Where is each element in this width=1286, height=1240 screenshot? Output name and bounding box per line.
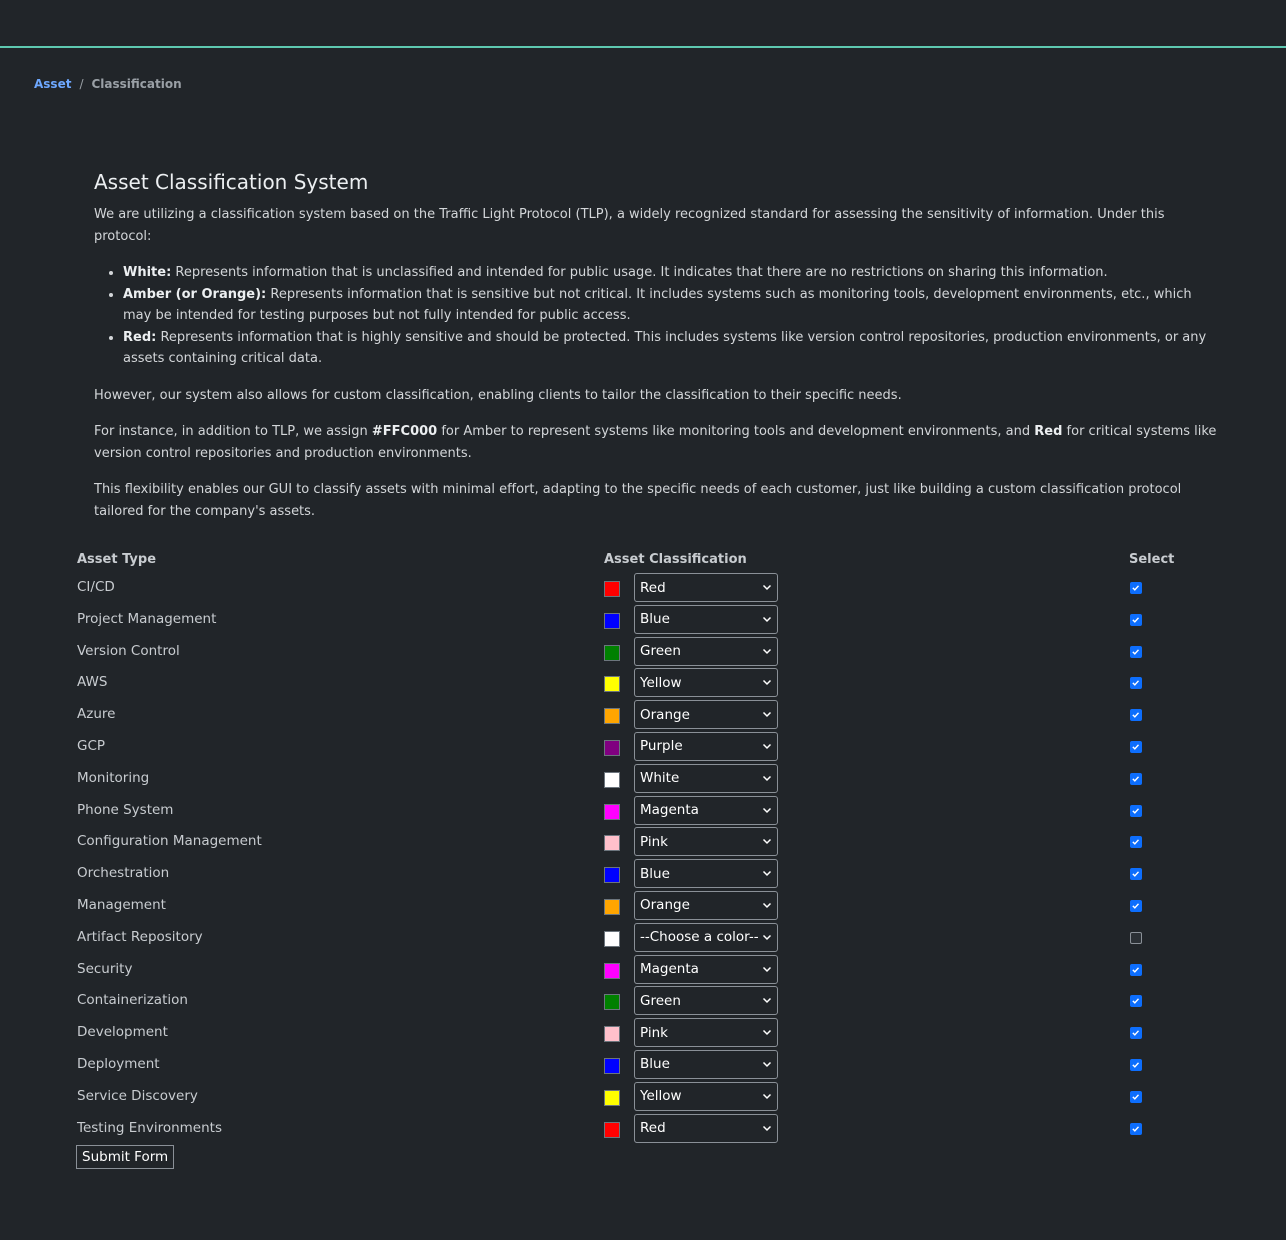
chevron-down-icon [761,740,773,752]
color-swatch [604,708,620,724]
classification-select-value: Orange [640,706,690,723]
asset-type-label: Version Control [77,642,180,659]
breadcrumb-current: Classification [91,77,182,91]
asset-type-label: Phone System [77,801,174,818]
select-checkbox[interactable] [1130,1123,1142,1135]
color-swatch [604,772,620,788]
asset-type-label: Orchestration [77,865,170,882]
select-checkbox[interactable] [1130,773,1142,785]
select-checkbox[interactable] [1130,836,1142,848]
table-row [0,636,1286,668]
table-row [0,763,1286,795]
classification-select-value: Blue [640,611,670,628]
classification-select-value: Yellow [640,1088,682,1105]
classification-select-value: Purple [640,738,683,755]
chevron-down-icon [761,1026,773,1038]
select-checkbox[interactable] [1130,964,1142,976]
table-row [0,954,1286,986]
classification-select-value: Red [640,1120,666,1137]
classification-select-value: Green [640,992,681,1009]
classification-select[interactable] [634,1018,778,1047]
classification-select[interactable] [634,605,778,634]
col-header-select: Select [1129,552,1175,567]
classification-select-value: Orange [640,897,690,914]
tlp-text: Represents information that is highly sensitive and should be protected. This includes systems like version control repositories, production environments, or any assets containing critical data. [123,329,1207,366]
classification-select[interactable] [634,1050,778,1079]
asset-type-label: GCP [77,737,106,754]
chevron-down-icon [761,1122,773,1134]
select-checkbox[interactable] [1130,741,1142,753]
table-row [0,731,1286,763]
table-row [0,795,1286,827]
color-swatch [604,835,620,851]
example-text: For instance, in addition to TLP, we assign [94,424,372,439]
select-checkbox[interactable] [1130,1091,1142,1103]
color-swatch [604,1026,620,1042]
chevron-down-icon [761,676,773,688]
color-swatch [604,613,620,629]
chevron-down-icon [761,708,773,720]
classification-select[interactable] [634,923,778,952]
color-swatch [604,740,620,756]
color-swatch [604,1058,620,1074]
chevron-down-icon [761,835,773,847]
select-checkbox[interactable] [1130,614,1142,626]
chevron-down-icon [761,581,773,593]
color-swatch [604,1122,620,1138]
color-swatch [604,804,620,820]
color-swatch [604,645,620,661]
chevron-down-icon [761,804,773,816]
table-row [0,604,1286,636]
classification-select[interactable] [634,891,778,920]
asset-type-label: Project Management [77,610,217,627]
select-checkbox[interactable] [1130,868,1142,880]
breadcrumb-separator: / [79,77,84,91]
intro-section [94,168,1224,537]
asset-type-label: Management [77,896,166,913]
chevron-down-icon [761,772,773,784]
table-row [0,1113,1286,1145]
classification-select-value: Magenta [640,802,699,819]
select-checkbox[interactable] [1130,1059,1142,1071]
color-swatch [604,963,620,979]
classification-select[interactable] [634,955,778,984]
breadcrumb-asset-link[interactable]: Asset [34,77,72,91]
asset-type-label: Testing Environments [77,1119,222,1136]
classification-select-value: White [640,770,680,787]
chevron-down-icon [761,645,773,657]
classification-select[interactable] [634,796,778,825]
table-row [0,667,1286,699]
chevron-down-icon [761,1090,773,1102]
chevron-down-icon [761,963,773,975]
intro-paragraph: We are utilizing a classification system based on the Traffic Light Protocol (TLP), a widely recognized standard for assessing the sensitivity of information. Under this protocol: [94,207,1165,244]
asset-type-label: Azure [77,706,116,723]
classification-select-value: Blue [640,865,670,882]
asset-type-label: Security [77,960,133,977]
chevron-down-icon [761,899,773,911]
classification-select-value: --Choose a color-- [640,929,759,946]
color-swatch [604,867,620,883]
tlp-list [94,262,1224,370]
classification-select[interactable] [634,764,778,793]
select-checkbox[interactable] [1130,1027,1142,1039]
chevron-down-icon [761,613,773,625]
tlp-label: Amber (or Orange): [123,286,267,302]
breadcrumb [34,77,182,91]
flexibility-paragraph: This flexibility enables our GUI to classify assets with minimal effort, adapting to the specific needs of each customer, just like building a custom classification protocol tailored for the company's assets. [94,482,1182,519]
asset-type-label: Containerization [77,992,188,1009]
classification-select-value: Blue [640,1056,670,1073]
classification-select-value: Magenta [640,961,699,978]
select-checkbox[interactable] [1130,932,1142,944]
asset-type-label: CI/CD [77,579,115,595]
table-row [0,985,1286,1017]
page-title: Asset Classification System [94,170,369,194]
select-checkbox[interactable] [1130,646,1142,658]
asset-type-label: Service Discovery [77,1087,198,1104]
asset-type-label: Deployment [77,1055,160,1072]
chevron-down-icon [761,867,773,879]
table-row [0,826,1286,858]
table-row [0,858,1286,890]
top-navbar [0,0,1286,48]
example-text: for Amber to represent systems like monitoring tools and development environments, and [437,424,1035,439]
table-row [0,1081,1286,1113]
color-swatch [604,899,620,915]
asset-type-label: Configuration Management [77,833,262,850]
classification-select[interactable] [634,827,778,856]
submit-form-button[interactable]: Submit Form [76,1145,174,1169]
tlp-label: Red: [123,329,157,345]
red-label: Red [1034,424,1063,439]
classification-select-value: Red [640,579,666,596]
classification-select-value: Green [640,643,681,660]
table-row [0,572,1286,604]
select-checkbox[interactable] [1130,582,1142,594]
table-row [0,922,1286,954]
classification-select[interactable] [634,986,778,1015]
classification-select[interactable] [634,573,778,602]
col-header-asset-classification: Asset Classification [604,552,747,567]
amber-hex: #FFC000 [371,424,438,439]
tlp-text: Represents information that is sensitive but not critical. It includes systems such as monitoring tools, development environments, etc., which may be intended for testing purposes but not fully intended for public access. [123,286,1192,323]
table-row [0,1049,1286,1081]
asset-type-label: Development [77,1024,168,1041]
color-swatch [604,994,620,1010]
asset-type-label: AWS [77,674,108,691]
tlp-label: White: [123,265,172,280]
classification-table [0,572,1286,1144]
asset-type-label: Monitoring [77,769,150,786]
example-text: for critical systems like version control repositories and production environments. [94,424,1217,461]
classification-select[interactable] [634,732,778,761]
select-checkbox[interactable] [1130,677,1142,689]
classification-select-value: Pink [640,1024,668,1041]
classification-select[interactable] [634,1114,778,1143]
color-swatch [604,1090,620,1106]
tlp-item-red [123,327,1224,370]
tlp-item-white [123,262,1224,284]
table-row [0,1017,1286,1049]
classification-select[interactable] [634,700,778,729]
asset-type-label: Artifact Repository [77,928,203,945]
classification-select-value: Pink [640,833,668,850]
color-swatch [604,581,620,597]
classification-select[interactable] [634,1082,778,1111]
select-checkbox[interactable] [1130,709,1142,721]
custom-classification-paragraph: However, our system also allows for custom classification, enabling clients to tailor the classification to their specific needs. [94,387,902,403]
color-swatch [604,931,620,947]
select-checkbox[interactable] [1130,995,1142,1007]
chevron-down-icon [761,931,773,943]
table-row [0,699,1286,731]
classification-select[interactable] [634,859,778,888]
select-checkbox[interactable] [1130,805,1142,817]
classification-select[interactable] [634,668,778,697]
select-checkbox[interactable] [1130,900,1142,912]
col-header-asset-type: Asset Type [77,552,157,567]
color-swatch [604,676,620,692]
classification-select-value: Yellow [640,674,682,691]
example-paragraph [94,421,1224,464]
classification-select[interactable] [634,637,778,666]
table-row [0,890,1286,922]
chevron-down-icon [761,994,773,1006]
chevron-down-icon [761,1058,773,1070]
tlp-text: Represents information that is unclassified and intended for public usage. It indicates that there are no restrictions on sharing this information. [171,265,1108,280]
tlp-item-amber [123,284,1224,327]
